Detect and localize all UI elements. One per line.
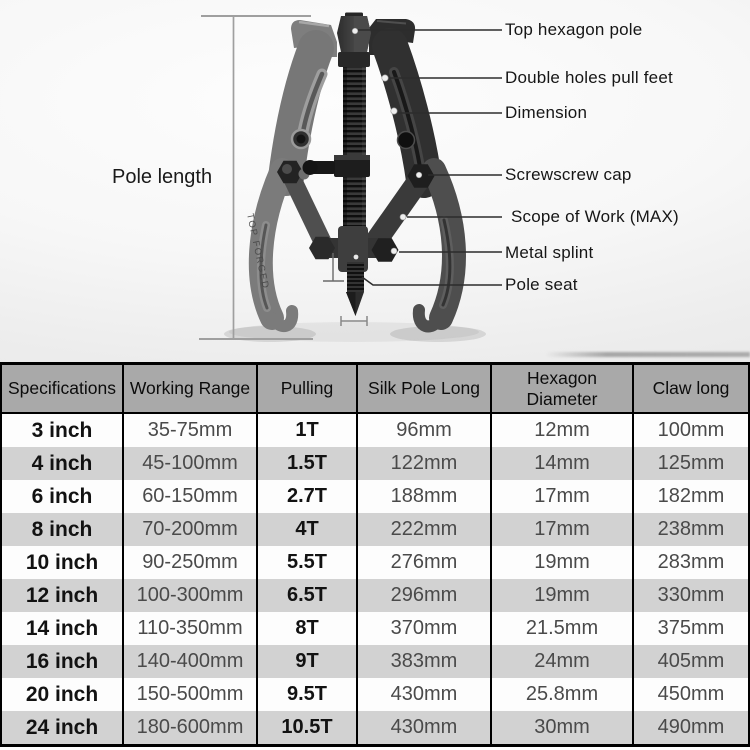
table-header-cell: Pulling bbox=[257, 364, 357, 414]
table-cell: 20 inch bbox=[1, 678, 123, 711]
table-cell: 35-75mm bbox=[123, 413, 257, 447]
table-cell: 1T bbox=[257, 413, 357, 447]
table-cell: 10 inch bbox=[1, 546, 123, 579]
table-header-cell: Claw long bbox=[633, 364, 749, 414]
table-cell: 3 inch bbox=[1, 413, 123, 447]
callout-double-holes-pull-feet: Double holes pull feet bbox=[505, 68, 673, 87]
table-cell: 296mm bbox=[357, 579, 491, 612]
table-cell: 5.5T bbox=[257, 546, 357, 579]
table-cell: 17mm bbox=[491, 480, 633, 513]
table-cell: 60-150mm bbox=[123, 480, 257, 513]
table-cell: 100mm bbox=[657, 419, 725, 441]
table-cell: 330mm bbox=[657, 584, 725, 606]
table-cell: 430mm bbox=[357, 678, 491, 711]
table-cell: 21.5mm bbox=[491, 612, 633, 645]
table-header-cell: Working Range bbox=[123, 364, 257, 414]
table-cell: 17mm bbox=[491, 513, 633, 546]
spec-table bbox=[0, 362, 750, 747]
table-cell: 6.5T bbox=[257, 579, 357, 612]
table-header-row bbox=[1, 364, 749, 414]
callout-screwscrew-cap: Screwscrew cap bbox=[505, 165, 632, 184]
table-cell: 405mm bbox=[657, 650, 725, 672]
table-cell: 276mm bbox=[357, 546, 491, 579]
table-cell: 90-250mm bbox=[123, 546, 257, 579]
table-cell: 8T bbox=[257, 612, 357, 645]
table-row bbox=[1, 546, 749, 579]
table-cell: 12mm bbox=[491, 413, 633, 447]
table-row bbox=[1, 480, 749, 513]
table-row bbox=[1, 711, 749, 746]
table-cell: 24mm bbox=[491, 645, 633, 678]
callout-metal-splint: Metal splint bbox=[505, 243, 594, 262]
table-cell: 370mm bbox=[357, 612, 491, 645]
table-cell: 490mm bbox=[657, 716, 725, 738]
table-cell: 100-300mm bbox=[123, 579, 257, 612]
table-cell: 30mm bbox=[491, 711, 633, 746]
table-cell: 375mm bbox=[657, 617, 725, 639]
table-cell: 110-350mm bbox=[123, 612, 257, 645]
diagram-area bbox=[0, 0, 750, 362]
pole-length-label: Pole length bbox=[112, 166, 213, 188]
table-cell: 383mm bbox=[357, 645, 491, 678]
table-row bbox=[1, 447, 749, 480]
table-cell: 430mm bbox=[357, 711, 491, 746]
table-cell: 182mm bbox=[657, 485, 725, 507]
table-cell: 150-500mm bbox=[123, 678, 257, 711]
table-cell: 70-200mm bbox=[123, 513, 257, 546]
table-cell: 125mm bbox=[657, 452, 725, 474]
table-cell: 14mm bbox=[491, 447, 633, 480]
table-cell: 283mm bbox=[657, 551, 725, 573]
table-cell: 238mm bbox=[657, 518, 725, 540]
table-header-cell: Specifications bbox=[1, 364, 123, 414]
table-cell: 25.8mm bbox=[491, 678, 633, 711]
table-cell: 45-100mm bbox=[123, 447, 257, 480]
table-cell: 96mm bbox=[357, 413, 491, 447]
table-cell: 19mm bbox=[491, 579, 633, 612]
table-row bbox=[1, 645, 749, 678]
table-cell: 222mm bbox=[357, 513, 491, 546]
table-cell: 6 inch bbox=[1, 480, 123, 513]
table-cell: 180-600mm bbox=[123, 711, 257, 746]
table-cell: 9.5T bbox=[257, 678, 357, 711]
table-cell: 450mm bbox=[657, 683, 725, 705]
table-cell: 9T bbox=[257, 645, 357, 678]
table-cell: 8 inch bbox=[1, 513, 123, 546]
table-header-cell: Silk Pole Long bbox=[357, 364, 491, 414]
table-cell: 140-400mm bbox=[123, 645, 257, 678]
table-row bbox=[1, 513, 749, 546]
table-cell: 10.5T bbox=[257, 711, 357, 746]
table-cell: 16 inch bbox=[1, 645, 123, 678]
table-cell: 19mm bbox=[491, 546, 633, 579]
table-row bbox=[1, 612, 749, 645]
callout-top-hexagon-pole: Top hexagon pole bbox=[505, 20, 643, 39]
table-header-cell: Hexagon Diameter bbox=[491, 364, 633, 414]
table-row bbox=[1, 413, 749, 447]
table-cell: 24 inch bbox=[1, 711, 123, 746]
spec-table-body bbox=[1, 413, 749, 746]
table-cell: 4 inch bbox=[1, 447, 123, 480]
table-cell: 14 inch bbox=[1, 612, 123, 645]
callout-scope-of-work: Scope of Work (MAX) bbox=[511, 207, 679, 226]
table-cell: 12 inch bbox=[1, 579, 123, 612]
table-cell: 4T bbox=[257, 513, 357, 546]
table-cell: 1.5T bbox=[257, 447, 357, 480]
table-row bbox=[1, 678, 749, 711]
table-cell: 122mm bbox=[357, 447, 491, 480]
photo-edge-shadow bbox=[545, 352, 750, 357]
callout-dimension: Dimension bbox=[505, 103, 588, 122]
table-cell: 188mm bbox=[357, 480, 491, 513]
callout-pole-seat: Pole seat bbox=[505, 275, 578, 294]
table-row bbox=[1, 579, 749, 612]
table-cell: 2.7T bbox=[257, 480, 357, 513]
claw-engraving: TOP FORGED bbox=[244, 212, 271, 291]
